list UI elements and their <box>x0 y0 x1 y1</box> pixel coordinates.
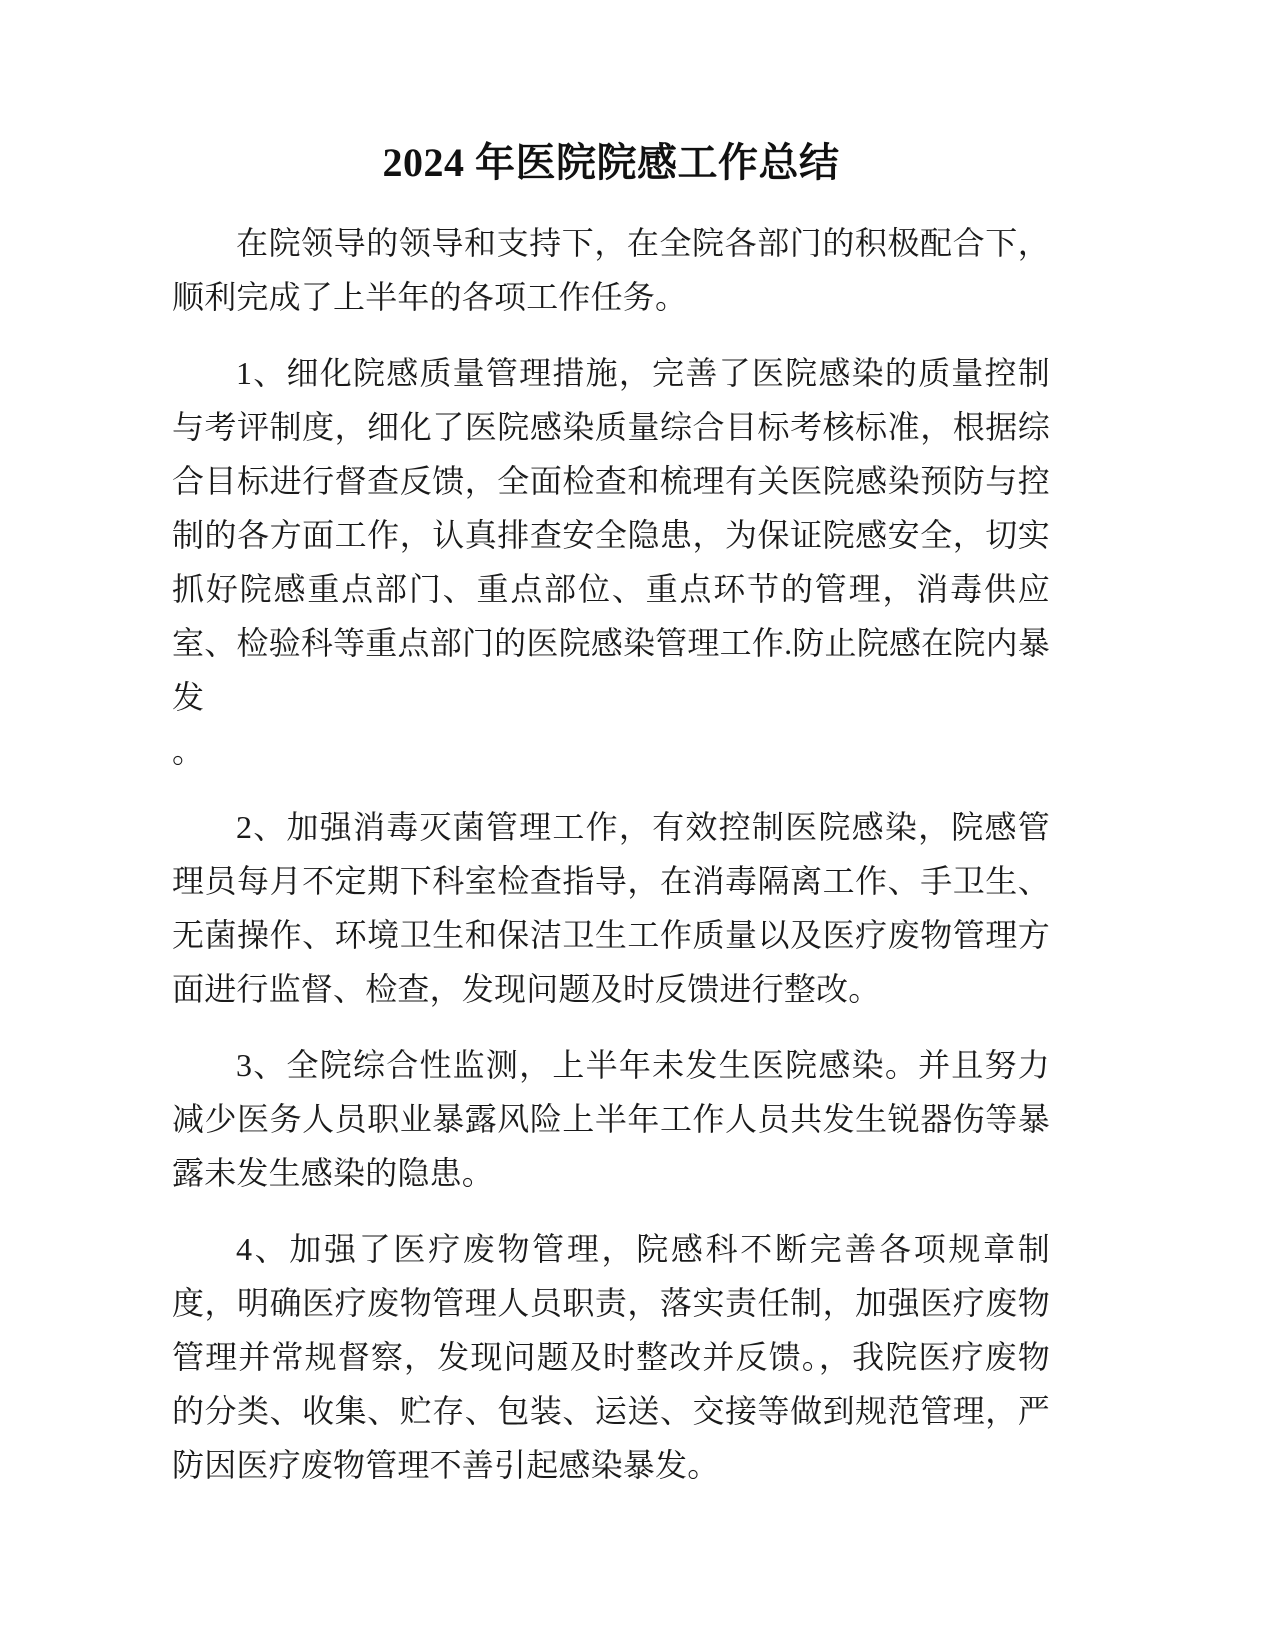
document-body <box>172 0 1050 1492</box>
paragraph-item-3: 3、全院综合性监测，上半年未发生医院感染。并且努力减少医务人员职业暴露风险上半年工作人员共发生锐器伤等暴露未发生感染的隐患。 <box>172 1047 1050 1191</box>
paragraph-item-2: 2、加强消毒灭菌管理工作，有效控制医院感染，院感管理员每月不定期下科室检查指导，在消毒隔离工作、手卫生、无菌操作、环境卫生和保洁卫生工作质量以及医疗废物管理方面进行监督、检查，发现问题及时反馈进行整改。 <box>172 809 1050 1007</box>
paragraph-intro: 在院领导的领导和支持下，在全院各部门的积极配合下，顺利完成了上半年的各项工作任务。 <box>172 225 1050 315</box>
paragraph-item-4: 4、加强了医疗废物管理，院感科不断完善各项规章制度，明确医疗废物管理人员职责，落实责任制，加强医疗废物管理并常规督察，发现问题及时整改并反馈。，我院医疗废物的分类、收集、贮存、包装、运送、交接等做到规范管理，严防因医疗废物管理不善引起感染暴发。 <box>172 1231 1050 1483</box>
paragraph-item-1-orphan-period: 。 <box>172 733 205 769</box>
paragraph-item-1: 1、细化院感质量管理措施，完善了医院感染的质量控制与考评制度，细化了医院感染质量综合目标考核标准，根据综合目标进行督查反馈，全面检查和梳理有关医院感染预防与控制的各方面工作，认真排查安全隐患，为保证院感安全，切实抓好院感重点部门、重点部位、重点环节的管理，消毒供应室、检验科等重点部门的医院感染管理工作.防止院感在院内暴发 <box>172 355 1050 715</box>
document-title: 2024 年医院院感工作总结 <box>382 140 840 185</box>
